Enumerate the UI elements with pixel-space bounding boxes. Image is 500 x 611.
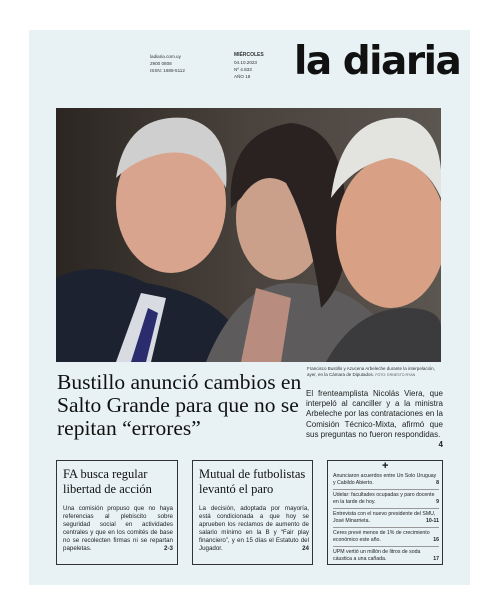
brief-divider (333, 489, 439, 490)
story-title: FA busca regular libertad de acción (63, 467, 152, 496)
story-box-mutual[interactable] (192, 460, 313, 565)
story-box-fa[interactable] (56, 460, 178, 565)
story-text (199, 505, 309, 553)
website-text: ladiaria.com.uy (150, 54, 181, 59)
brief-page-number: 8 (436, 479, 439, 486)
issue-number-text: Nº 4.833 (234, 67, 252, 72)
brief-item[interactable] (333, 492, 439, 506)
story-page-number: 2-3 (164, 545, 173, 552)
brief-page-number: 10-11 (426, 517, 439, 524)
story-text (63, 505, 173, 553)
plus-icon: + (382, 460, 389, 472)
brief-item[interactable] (333, 511, 439, 525)
lead-summary-text: El frenteamplista Nicolás Viera, que interpeló al canciller y a la ministra Arbeleche por las contrataciones en la Comisión Técnico-Mixta, afirmó que sus preguntas no fueron respondidas. (306, 389, 443, 439)
brief-divider (333, 527, 439, 528)
brief-item[interactable] (333, 530, 439, 544)
masthead-edition (234, 52, 264, 80)
lead-summary (306, 389, 443, 450)
brief-text: Entrevista con el nuevo presidente del SMU, José Minarrieta. (333, 511, 436, 524)
caption-text: Francisco Bustillo y Azucena Arbeleche durante la interpelación, ayer, en la Cámara de Diputados. (307, 366, 435, 377)
phone-text: 2900 0808 (150, 61, 172, 66)
story-body: Una comisión propuso que no haya referencias al plebiscito sobre seguridad social en actividades centrales y que en los comités de base no se recolecten firmas ni se repartan papeletas. (63, 505, 173, 552)
brief-item[interactable] (333, 549, 439, 563)
brief-text: Udelar: facultades ocupadas y paro docente en la tarde de hoy. (333, 492, 435, 505)
lead-page-number: 4 (438, 440, 443, 450)
brief-text: UPM vertió un millón de litros de soda cáustica a una cañada. (333, 549, 421, 562)
story-page-number: 24 (302, 545, 309, 552)
brief-divider (333, 546, 439, 547)
photo-credit: FOTO: ERNESTO RYAN (375, 373, 416, 377)
brief-divider (333, 508, 439, 509)
issn-text: ISSN: 1688-5112 (150, 68, 185, 73)
year-text: AÑO 18 (234, 74, 251, 79)
newspaper-logo: la diaria (294, 39, 461, 84)
brief-item[interactable] (333, 473, 439, 487)
brief-page-number: 9 (436, 498, 439, 505)
lead-photo (56, 108, 441, 362)
story-body: La decisión, adoptada por mayoría, está condicionada a que hoy se aprueben los reclamos de aumento de salario mínimo en la B y “Fair play financiero”, y en 15 días el Estatuto del Jugador. (199, 505, 309, 552)
brief-text: Anunciaron acuerdos entre Un Solo Uruguay y Cabildo Abierto. (333, 473, 437, 486)
brief-page-number: 17 (433, 555, 439, 562)
brief-text: Ceres prevé menos de 1% de crecimiento económico este año. (333, 530, 430, 543)
weekday-text: MIÉRCOLES (234, 52, 264, 58)
lead-headline[interactable]: Bustillo anunció cambios en Salto Grande para que no se repitan “errores” (57, 370, 302, 440)
photo-caption (307, 366, 443, 378)
date-text: 04.10.2023 (234, 60, 257, 65)
brief-page-number: 16 (433, 536, 439, 543)
briefs-box (327, 460, 443, 565)
masthead-contact (150, 53, 185, 74)
story-title: Mutual de futbolistas levantó el paro (199, 467, 306, 496)
